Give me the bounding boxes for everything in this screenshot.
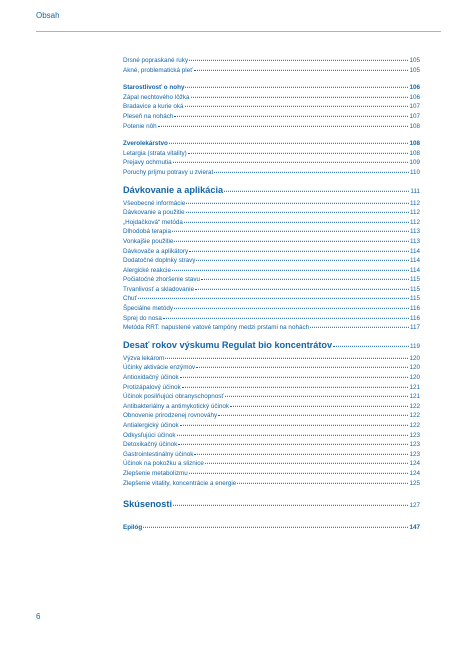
- dot-leader: [174, 241, 409, 242]
- toc-entry[interactable]: [123, 139, 420, 149]
- dot-leader: [158, 125, 409, 126]
- toc-entry[interactable]: [123, 314, 420, 324]
- toc-entry[interactable]: [123, 208, 420, 218]
- toc-entry[interactable]: [123, 83, 420, 93]
- toc-entry-title: Účinok posilňujúci obranyschopnosť: [123, 393, 224, 401]
- dot-leader: [173, 162, 409, 163]
- toc-entry-title: Zápal nechtového lôžka: [123, 93, 190, 101]
- toc-entry-title: Vonkajšie použitie: [123, 237, 174, 245]
- dot-leader: [189, 473, 409, 474]
- toc-entry-title: Dávkovače a aplikátory: [123, 247, 189, 255]
- toc-entry-page: 123: [409, 450, 420, 458]
- toc-entry-title: Chuť: [123, 295, 137, 303]
- toc-entry[interactable]: [123, 227, 420, 237]
- dot-leader: [185, 87, 408, 88]
- toc-entry[interactable]: [123, 323, 420, 333]
- toc-entry[interactable]: [123, 523, 420, 533]
- dot-leader: [194, 454, 408, 455]
- toc-entry-page: 111: [410, 187, 420, 195]
- toc-entry-page: 106: [409, 84, 420, 92]
- toc-entry-page: 114: [409, 266, 420, 274]
- toc-entry-title: Detoxikačný účinok: [123, 441, 178, 449]
- toc-entry[interactable]: [123, 421, 420, 431]
- toc-entry-title: Zlepšenie metabolizmu: [123, 469, 188, 477]
- dot-leader: [194, 69, 409, 70]
- toc-entry-page: 120: [409, 374, 420, 382]
- dot-leader: [180, 425, 409, 426]
- toc-entry[interactable]: [123, 56, 420, 66]
- toc-entry-title: Gastrointestinálny účinok: [123, 450, 194, 458]
- toc-entry-title: Potenie nôh: [123, 122, 157, 130]
- toc-entry-title: Alergické reakcie: [123, 266, 171, 274]
- toc-entry-title: Skúsenosti: [123, 499, 173, 510]
- toc-entry-page: 122: [409, 402, 420, 410]
- dot-leader: [237, 482, 408, 483]
- toc-entry-title: Desať rokov výskumu Regulat bio koncentrátov: [123, 339, 333, 350]
- toc-entry[interactable]: [123, 256, 420, 266]
- dot-leader: [201, 279, 409, 280]
- toc-entry[interactable]: [123, 354, 420, 364]
- toc-entry[interactable]: [123, 102, 420, 112]
- toc-entry-page: 122: [409, 422, 420, 429]
- toc-entry[interactable]: [123, 218, 420, 228]
- toc-entry[interactable]: [123, 199, 420, 209]
- toc-entry[interactable]: [123, 112, 420, 122]
- toc-entry[interactable]: [123, 500, 420, 513]
- toc-entry[interactable]: [123, 373, 420, 383]
- dot-leader: [169, 143, 409, 144]
- toc-entry-title: Počiatočné zhoršenie stavu: [123, 276, 201, 284]
- toc-entry-page: 123: [409, 441, 420, 449]
- dot-leader: [163, 317, 409, 318]
- toc-entry-page: 106: [409, 93, 420, 101]
- toc-entry-page: 110: [409, 168, 420, 176]
- toc-entry-title: Drsné popraskané ruky: [123, 57, 189, 64]
- toc-entry-page: 107: [409, 103, 420, 111]
- toc-entry-title: Zverolekárstvo: [123, 140, 168, 148]
- toc-entry-title: Antioxidačný účinok: [123, 374, 179, 382]
- toc-entry-page: 115: [409, 285, 420, 293]
- toc-entry[interactable]: [123, 363, 420, 373]
- dot-leader: [138, 298, 409, 299]
- toc-entry-title: Protizápalový účinok: [123, 383, 181, 391]
- toc-entry-title: Poruchy príjmu potravy u zvierat: [123, 168, 214, 176]
- dot-leader: [174, 116, 408, 117]
- dot-leader: [230, 406, 408, 407]
- dot-leader: [180, 377, 409, 378]
- toc-entry-page: 107: [409, 112, 420, 120]
- header-divider: [36, 31, 441, 32]
- toc-entry[interactable]: [123, 392, 420, 402]
- toc-entry-page: 127: [409, 502, 420, 510]
- toc-entry-page: 112: [409, 199, 420, 207]
- toc-entry[interactable]: [123, 383, 420, 393]
- dot-leader: [177, 434, 409, 435]
- toc-entry-title: Trvanlivosť a skladovanie: [123, 285, 195, 293]
- dot-leader: [172, 269, 409, 270]
- toc-entry-page: 119: [409, 342, 420, 350]
- dot-leader: [186, 202, 409, 203]
- toc-entry-title: Epilóg: [123, 524, 143, 532]
- toc-entry-page: 109: [409, 159, 420, 167]
- dot-leader: [143, 527, 408, 528]
- dot-leader: [195, 289, 409, 290]
- dot-leader: [225, 396, 409, 397]
- toc-entry-title: Dlhodobá terapia: [123, 228, 171, 236]
- toc-entry-title: Sprej do nosa: [123, 314, 162, 322]
- toc-entry-title: Špeciálne metódy: [123, 305, 174, 313]
- toc-entry-page: 112: [409, 218, 420, 226]
- toc-entry-title: Starostlivosť o nohy: [123, 84, 185, 92]
- toc-entry-title: Zlepšenie vitality, koncentrácie a energie: [123, 479, 237, 487]
- toc-entry[interactable]: [123, 294, 420, 304]
- dot-leader: [182, 386, 409, 387]
- toc-entry[interactable]: [123, 275, 420, 285]
- toc-entry-page: 115: [409, 295, 420, 303]
- toc-entry-page: 114: [409, 257, 420, 265]
- toc-entry[interactable]: [123, 440, 420, 450]
- toc-entry[interactable]: [123, 469, 420, 479]
- toc-entry[interactable]: [123, 285, 420, 295]
- toc-entry-page: 105: [409, 66, 420, 74]
- toc-entry-page: 112: [409, 209, 420, 217]
- toc-entry-page: 125: [409, 479, 420, 487]
- toc-entry-page: 117: [409, 324, 420, 332]
- toc-entry-page: 122: [409, 412, 420, 420]
- toc-entry-page: 121: [409, 393, 420, 401]
- section-title: Obsah: [36, 11, 60, 20]
- dot-leader: [165, 358, 408, 359]
- toc-entry-title: Účinok na pokožku a sliznice: [123, 460, 204, 468]
- dot-leader: [178, 444, 408, 445]
- dot-leader: [310, 327, 409, 328]
- toc-entry[interactable]: [123, 247, 420, 257]
- dot-leader: [186, 212, 409, 213]
- toc-entry-title: Pleseň na nohách: [123, 112, 174, 120]
- toc-entry[interactable]: [123, 186, 420, 199]
- toc-entry-page: 108: [409, 122, 420, 130]
- toc-entry-page: 113: [409, 237, 420, 245]
- toc-entry-title: Prejavy ochrnutia: [123, 159, 172, 167]
- dot-leader: [333, 346, 409, 347]
- toc-entry[interactable]: [123, 237, 420, 247]
- toc-entry-title: Dávkovanie a použitie: [123, 209, 185, 217]
- dot-leader: [185, 106, 409, 107]
- toc-entry-page: 123: [409, 431, 420, 439]
- toc-entry[interactable]: [123, 158, 420, 168]
- toc-entry[interactable]: [123, 266, 420, 276]
- toc-entry-title: Dávkovanie a aplikácia: [123, 184, 224, 195]
- toc-entry-title: Antibakteriálny a antimykotický účinok: [123, 402, 230, 410]
- dot-leader: [214, 172, 409, 173]
- toc-entry-page: 121: [409, 383, 420, 391]
- toc-entry-page: 114: [409, 247, 420, 255]
- toc-entry-title: „Hojdačková“ metóda: [123, 218, 183, 226]
- toc-entry[interactable]: [123, 459, 420, 469]
- dot-leader: [189, 250, 409, 251]
- toc-entry-title: Antialergický účinok: [123, 422, 179, 429]
- toc-entry-page: 108: [409, 149, 420, 157]
- toc-entry[interactable]: [123, 341, 420, 354]
- toc-entry-title: Dodatočné doplnky stravy: [123, 257, 196, 265]
- dot-leader: [173, 505, 408, 506]
- toc-entry-page: 105: [409, 57, 420, 64]
- toc-entry[interactable]: [123, 411, 420, 421]
- dot-leader: [189, 60, 408, 61]
- toc-entry[interactable]: [123, 168, 420, 178]
- toc-entry-title: Letargia (strata vitality): [123, 149, 187, 157]
- toc-entry-title: Odkysľujúci účinok: [123, 431, 176, 439]
- dot-leader: [172, 231, 409, 232]
- toc-entry-title: Akné, problematická pleť: [123, 66, 193, 74]
- toc-entry-title: Metóda RRT: napustené vatové tampóny medzi prstami na nohách: [123, 324, 310, 332]
- table-of-contents: [123, 56, 420, 533]
- page-number: 6: [36, 612, 41, 621]
- toc-entry-page: 116: [409, 314, 420, 322]
- toc-entry[interactable]: [123, 479, 420, 489]
- toc-entry-page: 147: [409, 524, 420, 532]
- dot-leader: [224, 190, 409, 191]
- toc-entry-title: Účinky aktivácie enzýmov: [123, 364, 196, 372]
- toc-entry[interactable]: [123, 431, 420, 441]
- dot-leader: [184, 222, 409, 223]
- toc-entry-page: 116: [409, 305, 420, 313]
- toc-entry-title: Výzva lekárom: [123, 354, 165, 362]
- toc-entry-page: 124: [409, 460, 420, 468]
- toc-entry-page: 120: [409, 354, 420, 362]
- toc-entry[interactable]: [123, 304, 420, 314]
- toc-entry-page: 108: [409, 140, 420, 148]
- dot-leader: [196, 367, 408, 368]
- dot-leader: [188, 153, 409, 154]
- toc-entry-page: 120: [409, 364, 420, 372]
- toc-entry-page: 113: [409, 228, 420, 236]
- toc-entry-title: Všeobecné informácie: [123, 199, 186, 207]
- dot-leader: [191, 97, 409, 98]
- toc-entry-page: 124: [409, 469, 420, 477]
- dot-leader: [205, 463, 409, 464]
- toc-entry[interactable]: [123, 149, 420, 159]
- toc-entry-title: Bradavice a kurie oká: [123, 103, 184, 111]
- dot-leader: [218, 415, 408, 416]
- toc-entry-title: Obnovenie prirodzenej rovnováhy: [123, 412, 218, 420]
- toc-entry[interactable]: [123, 402, 420, 412]
- toc-entry[interactable]: [123, 66, 420, 76]
- toc-entry[interactable]: [123, 122, 420, 132]
- dot-leader: [174, 308, 409, 309]
- toc-entry-page: 115: [409, 276, 420, 284]
- dot-leader: [196, 260, 408, 261]
- toc-entry[interactable]: [123, 450, 420, 460]
- toc-entry[interactable]: [123, 93, 420, 103]
